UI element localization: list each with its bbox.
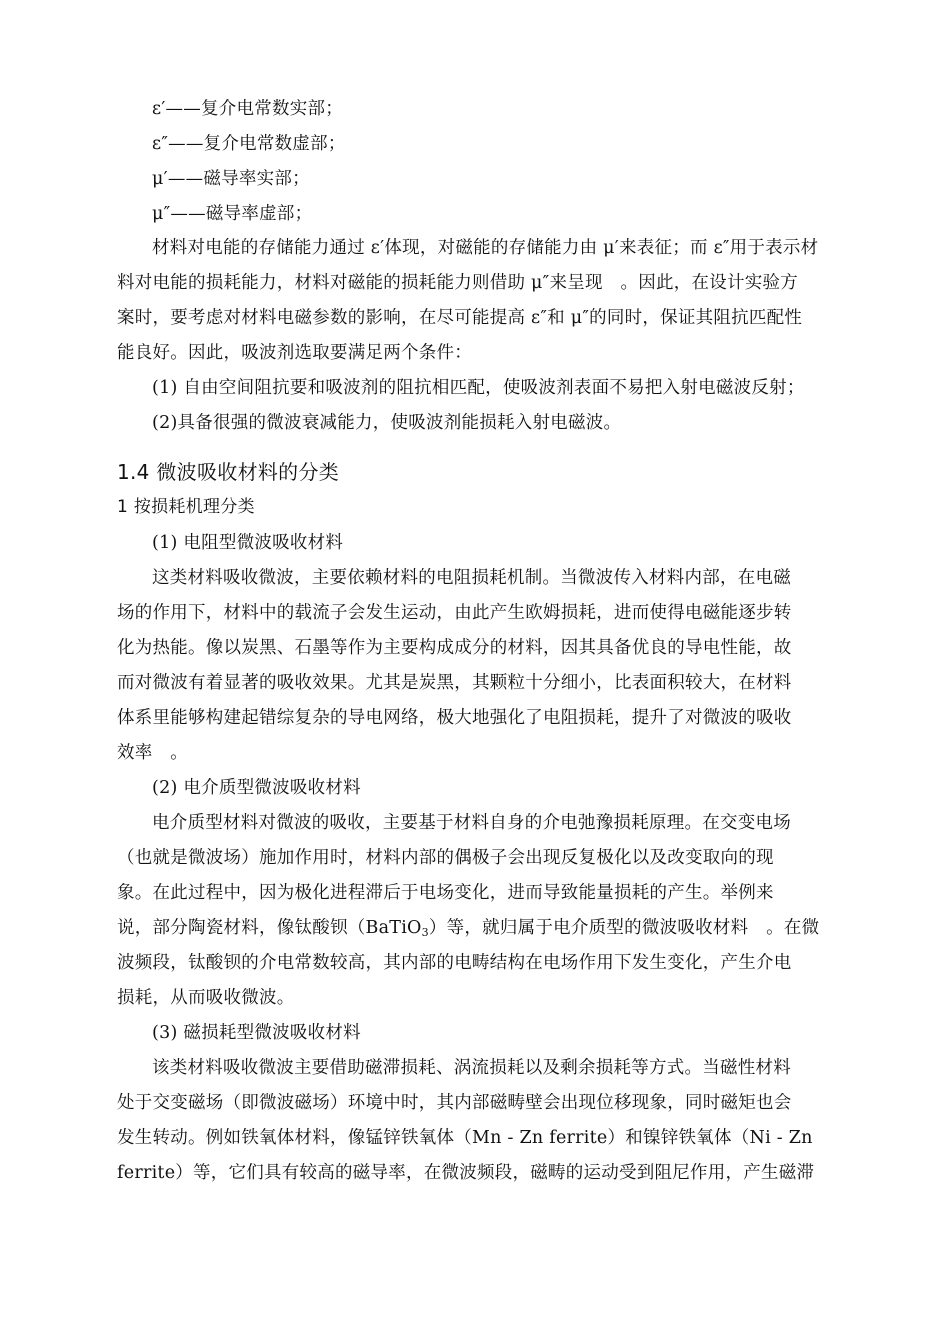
paragraph-line: 处于交变磁场（即微波磁场）环境中时，其内部磁畴壁会出现位移现象，同时磁矩也会 [117,1093,792,1113]
condition-item: (1) 自由空间阻抗要和吸波剂的阻抗相匹配，使吸波剂表面不易把入射电磁波反射； [152,378,805,398]
section-heading: 1.4 微波吸收材料的分类 [117,460,340,484]
type-title: (1) 电阻型微波吸收材料 [152,533,344,553]
subsection-heading: 1 按损耗机理分类 [117,497,255,517]
paragraph-line: 该类材料吸收微波主要借助磁滞损耗、涡流损耗以及剩余损耗等方式。当磁性材料 [152,1058,791,1078]
definition-line: ε′——复介电常数实部； [152,99,344,119]
definition-line: μ″——磁导率虚部； [152,204,313,224]
type-title: (2) 电介质型微波吸收材料 [152,778,361,798]
paragraph-line: 案时，要考虑对材料电磁参数的影响，在尽可能提高 ε″和 μ″的同时，保证其阻抗匹配性 [117,308,803,328]
definition-line: ε″——复介电常数虚部； [152,134,346,154]
paragraph-line: ferrite）等，它们具有较高的磁导率，在微波频段，磁畴的运动受到阻尼作用，产生磁滞 [117,1163,815,1183]
condition-item: (2)具备很强的微波衰减能力，使吸波剂能损耗入射电磁波。 [152,413,622,433]
paragraph-line: 材料对电能的存储能力通过 ε′体现，对磁能的存储能力由 μ′来表征；而 ε″用于表示材 [152,238,819,258]
paragraph-line: 效率 。 [117,743,188,763]
subscript: 3 [421,926,429,939]
text-run: 说，部分陶瓷材料，像钛酸钡（BaTiO [117,918,422,938]
paragraph-line: （也就是微波场）施加作用时，材料内部的偶极子会出现反复极化以及改变取向的现 [117,848,774,868]
paragraph-line: 能良好。因此，吸波剂选取要满足两个条件： [117,343,472,363]
paragraph-line: 料对电能的损耗能力，材料对磁能的损耗能力则借助 μ″来呈现 。因此，在设计实验方 [117,273,798,293]
paragraph-line: 象。在此过程中，因为极化进程滞后于电场变化，进而导致能量损耗的产生。举例来 [117,883,774,903]
text-column [117,0,853,1344]
text-run: ）等，就归属于电介质型的微波吸收材料 。在微 [428,918,820,938]
paragraph-line [117,917,819,939]
paragraph-line: 场的作用下，材料中的载流子会发生运动，由此产生欧姆损耗，进而使得电磁能逐步转 [117,603,792,623]
type-title: (3) 磁损耗型微波吸收材料 [152,1023,361,1043]
paragraph-line: 而对微波有着显著的吸收效果。尤其是炭黑，其颗粒十分细小，比表面积较大，在材料 [117,673,792,693]
definition-line: μ′——磁导率实部； [152,169,310,189]
paragraph-line: 发生转动。例如铁氧体材料，像锰锌铁氧体（Mn - Zn ferrite）和镍锌铁氧体（Ni - Zn [117,1128,813,1148]
paragraph-line: 这类材料吸收微波，主要依赖材料的电阻损耗机制。当微波传入材料内部，在电磁 [152,568,791,588]
paragraph-line: 损耗，从而吸收微波。 [117,988,295,1008]
paragraph-line: 电介质型材料对微波的吸收，主要基于材料自身的介电弛豫损耗原理。在交变电场 [152,813,791,833]
paragraph-line: 体系里能够构建起错综复杂的导电网络，极大地强化了电阻损耗，提升了对微波的吸收 [117,708,792,728]
paragraph-line: 化为热能。像以炭黑、石墨等作为主要构成成分的材料，因其具备优良的导电性能，故 [117,638,792,658]
paragraph-line: 波频段，钛酸钡的介电常数较高，其内部的电畴结构在电场作用下发生变化，产生介电 [117,953,792,973]
